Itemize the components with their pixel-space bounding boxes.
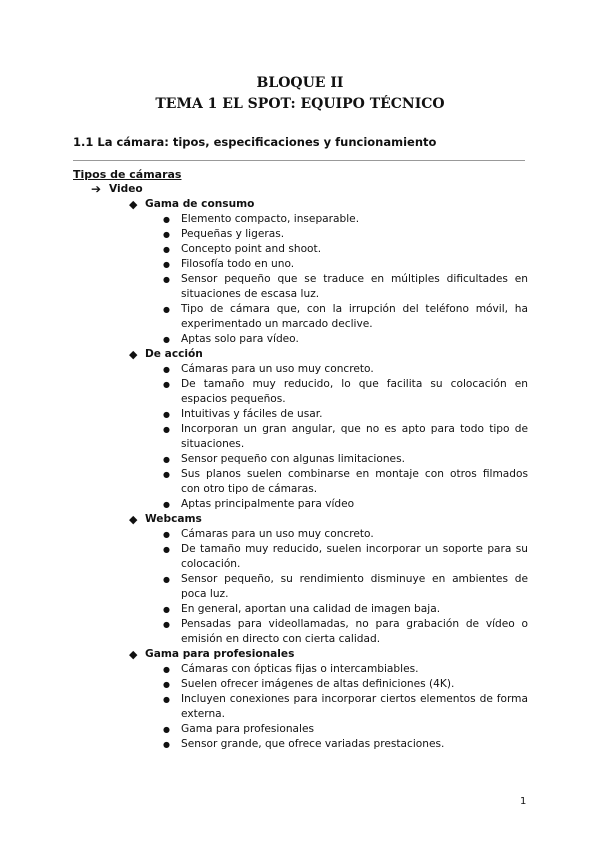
list-item-text: Pensadas para videollamadas, no para grabación de vídeo o emisión en directo con cierta calidad. bbox=[181, 618, 528, 645]
bullet-dot-icon: ● bbox=[163, 380, 170, 389]
bullet-dot-icon: ● bbox=[163, 245, 170, 254]
bullet-dot-icon: ● bbox=[163, 620, 170, 629]
list-item-text: Sensor grande, que ofrece variadas prestaciones. bbox=[181, 738, 445, 750]
bullet-dot-icon: ● bbox=[163, 740, 170, 749]
diamond-icon: ◆ bbox=[129, 348, 138, 361]
bullet-dot-icon: ● bbox=[163, 470, 170, 479]
diamond-icon: ◆ bbox=[129, 648, 138, 661]
category-heading bbox=[129, 512, 528, 527]
list-item bbox=[163, 212, 528, 227]
list-item-text: Sensor pequeño, su rendimiento disminuye en ambientes de poca luz. bbox=[181, 573, 528, 600]
diamond-icon: ◆ bbox=[129, 198, 138, 211]
bullet-dot-icon: ● bbox=[163, 605, 170, 614]
list-item-text: De tamaño muy reducido, lo que facilita su colocación en espacios pequeños. bbox=[181, 378, 528, 405]
list-item bbox=[163, 602, 528, 617]
list-item-text: Aptas principalmente para vídeo bbox=[181, 498, 355, 510]
bullet-dot-icon: ● bbox=[163, 365, 170, 374]
bullet-dot-icon: ● bbox=[163, 215, 170, 224]
list-item bbox=[163, 422, 528, 452]
list-item-text: Tipo de cámara que, con la irrupción del teléfono móvil, ha experimentado un marcado declive. bbox=[181, 303, 528, 330]
bullet-dot-icon: ● bbox=[163, 665, 170, 674]
list-item bbox=[163, 407, 528, 422]
bullet-list bbox=[73, 527, 528, 647]
level1-item-video bbox=[91, 182, 528, 197]
bullet-dot-icon: ● bbox=[163, 500, 170, 509]
category-list bbox=[73, 197, 528, 752]
list-item bbox=[163, 527, 528, 542]
list-item-text: Sensor pequeño con algunas limitaciones. bbox=[181, 453, 405, 465]
list-item-text: Cámaras para un uso muy concreto. bbox=[181, 363, 374, 375]
level1-label: Video bbox=[109, 183, 143, 195]
list-item bbox=[163, 722, 528, 737]
category-label: Gama para profesionales bbox=[145, 648, 295, 660]
list-item bbox=[163, 452, 528, 467]
bullet-dot-icon: ● bbox=[163, 545, 170, 554]
list-item-text: De tamaño muy reducido, suelen incorporar un soporte para su colocación. bbox=[181, 543, 528, 570]
list-item-text: Cámaras para un uso muy concreto. bbox=[181, 528, 374, 540]
bullet-dot-icon: ● bbox=[163, 425, 170, 434]
list-item-text: Aptas solo para vídeo. bbox=[181, 333, 299, 345]
list-item-text: Incorporan un gran angular, que no es apto para todo tipo de situaciones. bbox=[181, 423, 528, 450]
list-item-text: Incluyen conexiones para incorporar ciertos elementos de forma externa. bbox=[181, 693, 528, 720]
bullet-dot-icon: ● bbox=[163, 680, 170, 689]
document-title: BLOQUE II bbox=[256, 75, 344, 91]
category-label: Gama de consumo bbox=[145, 198, 255, 210]
category-heading bbox=[129, 347, 528, 362]
bullet-list bbox=[73, 662, 528, 752]
list-item bbox=[163, 377, 528, 407]
category-label: De acción bbox=[145, 348, 203, 360]
list-item-text: Filosofía todo en uno. bbox=[181, 258, 295, 270]
list-item bbox=[163, 227, 528, 242]
category-label: Webcams bbox=[145, 513, 202, 525]
list-item-text: Intuitivas y fáciles de usar. bbox=[181, 408, 323, 420]
list-item-text: Concepto point and shoot. bbox=[181, 243, 322, 255]
list-item bbox=[163, 362, 528, 377]
list-item-text: Sus planos suelen combinarse en montaje con otros filmados con otro tipo de cámaras. bbox=[181, 468, 528, 495]
bullet-dot-icon: ● bbox=[163, 455, 170, 464]
list-item-text: Gama para profesionales bbox=[181, 723, 315, 735]
bullet-dot-icon: ● bbox=[163, 725, 170, 734]
list-item bbox=[163, 257, 528, 272]
bullet-dot-icon: ● bbox=[163, 260, 170, 269]
list-item bbox=[163, 497, 528, 512]
list-item bbox=[163, 467, 528, 497]
bullet-dot-icon: ● bbox=[163, 695, 170, 704]
document-body bbox=[73, 167, 528, 752]
list-item-text: Suelen ofrecer imágenes de altas definiciones (4K). bbox=[181, 678, 455, 690]
list-item bbox=[163, 272, 528, 302]
list-item bbox=[163, 302, 528, 332]
list-item bbox=[163, 542, 528, 572]
list-item bbox=[163, 242, 528, 257]
bullet-dot-icon: ● bbox=[163, 335, 170, 344]
list-item bbox=[163, 662, 528, 677]
list-item bbox=[163, 737, 528, 752]
category-heading bbox=[129, 647, 528, 662]
list-item bbox=[163, 332, 528, 347]
list-item-text: Cámaras con ópticas fijas o intercambiables. bbox=[181, 663, 419, 675]
bullet-dot-icon: ● bbox=[163, 410, 170, 419]
list-item bbox=[163, 692, 528, 722]
bullet-list bbox=[73, 212, 528, 347]
bullet-list bbox=[73, 362, 528, 512]
list-item-text: Sensor pequeño que se traduce en múltiples dificultades en situaciones de escasa luz. bbox=[181, 273, 528, 300]
category-heading bbox=[129, 197, 528, 212]
bullet-dot-icon: ● bbox=[163, 530, 170, 539]
list-item-text: Elemento compacto, inseparable. bbox=[181, 213, 360, 225]
list-item bbox=[163, 677, 528, 692]
subsection-heading: Tipos de cámaras bbox=[73, 168, 182, 181]
document-subtitle: TEMA 1 EL SPOT: EQUIPO TÉCNICO bbox=[155, 96, 445, 112]
bullet-dot-icon: ● bbox=[163, 575, 170, 584]
list-item-text: En general, aportan una calidad de imagen baja. bbox=[181, 603, 441, 615]
diamond-icon: ◆ bbox=[129, 513, 138, 526]
arrow-right-icon: ➔ bbox=[91, 182, 102, 196]
list-item-text: Pequeñas y ligeras. bbox=[181, 228, 285, 240]
bullet-dot-icon: ● bbox=[163, 305, 170, 314]
section-divider bbox=[73, 160, 525, 161]
bullet-dot-icon: ● bbox=[163, 230, 170, 239]
list-item bbox=[163, 617, 528, 647]
bullet-dot-icon: ● bbox=[163, 275, 170, 284]
page-number: 1 bbox=[520, 796, 527, 807]
list-item bbox=[163, 572, 528, 602]
section-heading: 1.1 La cámara: tipos, especificaciones y funcionamiento bbox=[73, 135, 437, 149]
